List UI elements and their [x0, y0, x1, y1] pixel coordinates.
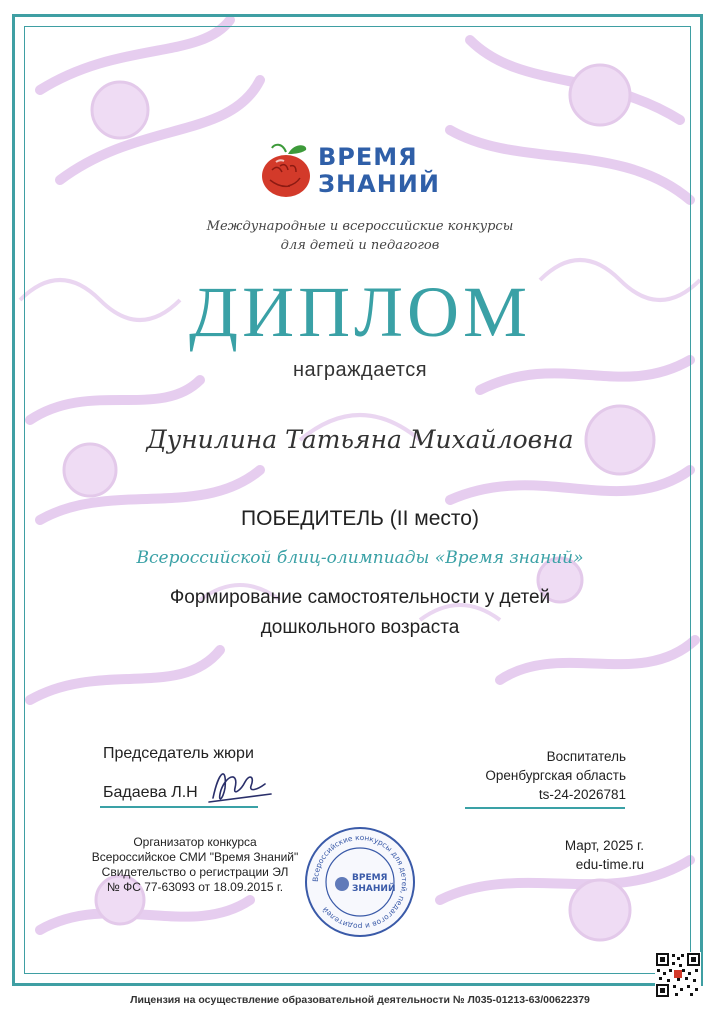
- event-name: Всероссийской блиц-олимпиады «Время знаний»: [136, 548, 584, 568]
- diploma-title: ДИПЛОМ: [189, 272, 531, 352]
- recipient-name: Дунилина Татьяна Михайловна: [146, 425, 574, 454]
- awarded-label: награждается: [292, 359, 428, 381]
- tagline: [190, 217, 530, 255]
- organizer-info: [70, 835, 320, 895]
- license-text: Лицензия на осуществление образовательной деятельности № Л035-01213-63/00622379: [130, 994, 590, 1006]
- apple-icon: [258, 140, 316, 200]
- participant-info: [440, 747, 626, 804]
- topic-line-1: Формирование самостоятельности у детей: [169, 587, 551, 608]
- stamp-ring-text: Всероссийские конкурсы для детей, педагогов и родителей: [310, 832, 410, 932]
- organizer-line-3: Свидетельство о регистрации ЭЛ: [101, 865, 289, 879]
- issue-date: Март, 2025 г.: [564, 838, 644, 853]
- stamp-center-line-1: ВРЕМЯ: [352, 873, 388, 883]
- tagline-line-1: Международные и всероссийские конкурсы: [206, 219, 514, 234]
- organizer-line-4: № ФС 77-63093 от 18.09.2015 г.: [106, 880, 284, 894]
- jury-chair-name: Бадаева Л.Н: [103, 784, 198, 801]
- issue-info: [520, 836, 644, 874]
- qr-code-icon: [655, 952, 701, 998]
- topic-line-2: дошкольного возраста: [260, 617, 460, 638]
- signature-icon: [205, 760, 275, 810]
- stamp-center-line-2: ЗНАНИЙ: [352, 884, 396, 894]
- organizer-line-1: Организатор конкурса: [133, 835, 257, 849]
- official-stamp: [304, 826, 416, 938]
- participant-underline: [465, 807, 625, 809]
- winner-place: ПОБЕДИТЕЛЬ (II место): [241, 507, 479, 530]
- logo-line-1: ВРЕМЯ: [318, 143, 418, 171]
- participant-position: Воспитатель: [546, 749, 626, 764]
- issue-site: edu-time.ru: [575, 857, 644, 872]
- topic-title: [100, 583, 620, 643]
- logo-line-2: ЗНАНИЙ: [318, 170, 440, 198]
- participant-code: ts-24-2026781: [538, 787, 626, 802]
- organizer-line-2: Всероссийское СМИ "Время Знаний": [91, 850, 299, 864]
- jury-chair-title: Председатель жюри: [103, 745, 254, 762]
- tagline-line-2: для детей и педагогов: [280, 238, 440, 253]
- participant-region: Оренбургская область: [485, 768, 626, 783]
- brand-logo: [258, 140, 458, 202]
